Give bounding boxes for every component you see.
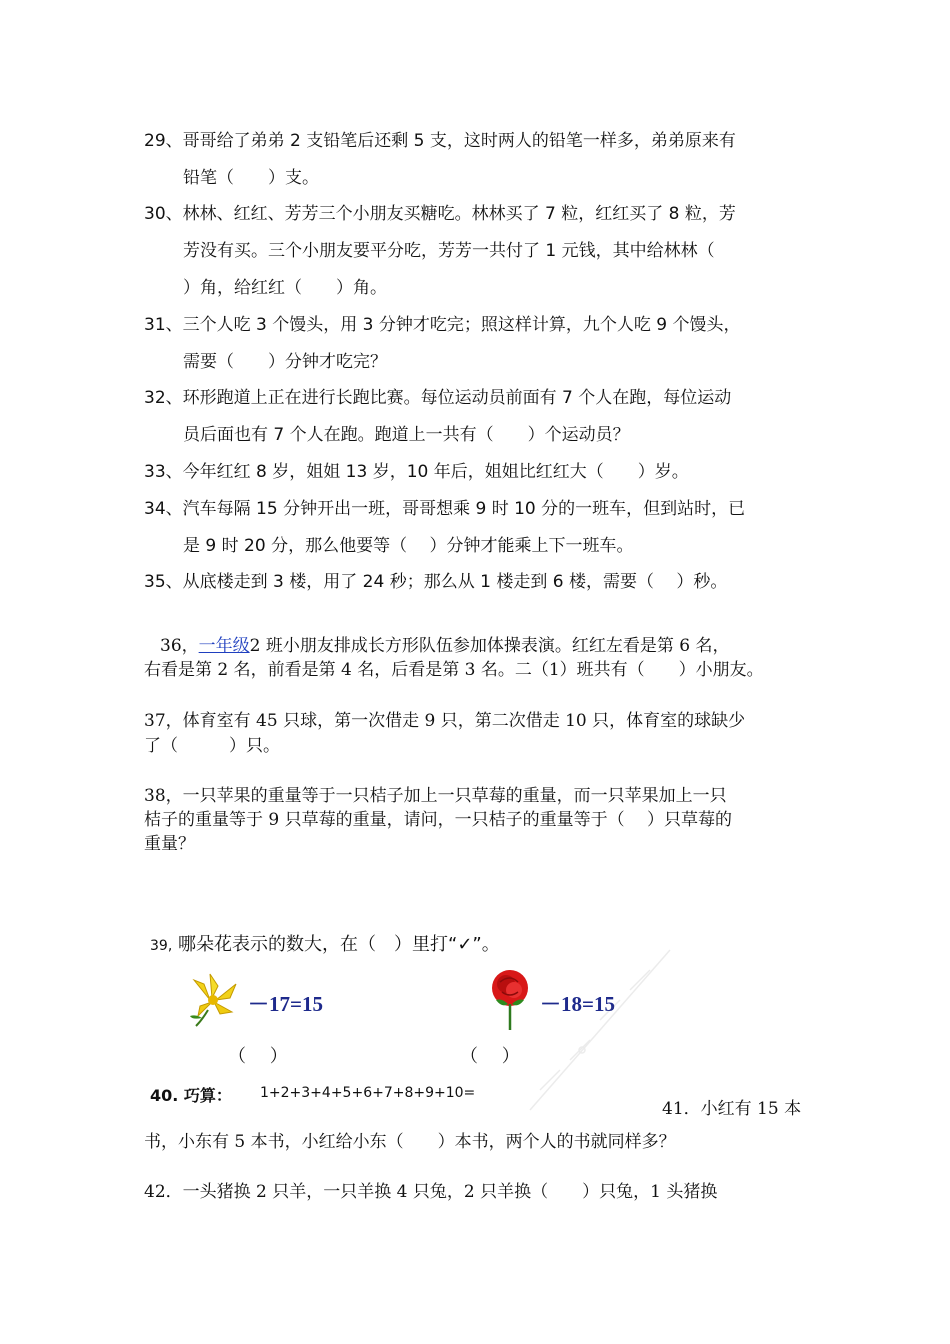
q30-line1: 30、林林、红红、芳芳三个小朋友买糖吃。林林买了 7 粒，红红买了 8 粒，芳 <box>144 204 736 224</box>
q40-label: 40. 巧算： <box>150 1086 232 1105</box>
q38-line1: 38，一只苹果的重量等于一只桔子加上一只草莓的重量，而一只苹果加上一只 <box>144 786 727 806</box>
q39-number: 39, <box>150 938 173 954</box>
q40-expression: 1+2+3+4+5+6+7+8+9+10= <box>260 1085 476 1101</box>
rose-answer-box[interactable]: （ ） <box>460 1046 520 1067</box>
q35-line1: 35、从底楼走到 3 楼，用了 24 秒；那么从 1 楼走到 6 楼，需要（ ）秒。 <box>144 572 728 592</box>
q32-line2: 员后面也有 7 个人在跑。跑道上一共有（ ）个运动员？ <box>183 425 630 445</box>
q38-line2: 桔子的重量等于 9 只草莓的重量，请问，一只桔子的重量等于（ ）只草莓的 <box>144 810 733 830</box>
q36-text: 2 班小朋友排成长方形队伍参加体操表演。红红左看是第 6 名， <box>249 636 730 656</box>
q37-line2: 了（ ）只。 <box>144 736 280 756</box>
q36-number: 36， <box>160 636 199 656</box>
q39-header <box>150 930 500 956</box>
q37-line1: 37，体育室有 45 只球，第一次借走 9 只，第二次借走 10 只，体育室的球缺少 <box>144 711 746 731</box>
q33-line1: 33、今年红红 8 岁，姐姐 13 岁，10 年后，姐姐比红红大（ ）岁。 <box>144 462 689 482</box>
q29-line1: 29、哥哥给了弟弟 2 支铅笔后还剩 5 支，这时两人的铅笔一样多，弟弟原来有 <box>144 131 736 151</box>
q38-line3: 重量？ <box>144 834 195 854</box>
q31-line2: 需要（ ）分钟才吃完？ <box>183 352 387 372</box>
watermark-icon <box>520 930 680 1120</box>
q30-line3: ）角，给红红（ ）角。 <box>183 278 387 298</box>
q36-line2: 右看是第 2 名，前看是第 4 名，后看是第 3 名。二（1）班共有（ ）小朋友。 <box>144 660 764 680</box>
q42-line1: 42．一头猪换 2 只羊，一只羊换 4 只兔，2 只羊换（ ）只兔，1 头猪换 <box>144 1182 718 1202</box>
lily-flower-icon <box>188 970 244 1030</box>
q41-line2: 书，小东有 5 本书，小红给小东（ ）本书，两个人的书就同样多？ <box>144 1132 676 1152</box>
q36-line1 <box>160 631 729 656</box>
q32-line1: 32、环形跑道上正在进行长跑比赛。每位运动员前面有 7 个人在跑，每位运动 <box>144 388 732 408</box>
q39-text: 哪朵花表示的数大，在（ ）里打“✓”。 <box>178 934 500 955</box>
q29-line2: 铅笔（ ）支。 <box>183 168 319 188</box>
rose-equation: －18=15 <box>540 992 615 1016</box>
lily-answer-box[interactable]: （ ） <box>228 1046 288 1067</box>
q31-line1: 31、三个人吃 3 个馒头，用 3 分钟才吃完；照这样计算，九个人吃 9 个馒头， <box>144 315 741 335</box>
q41-line1: 41．小红有 15 本 <box>662 1099 802 1119</box>
q30-line2: 芳没有买。三个小朋友要平分吃，芳芳一共付了 1 元钱，其中给林林（ <box>183 241 715 261</box>
lily-equation: －17=15 <box>248 992 323 1016</box>
q34-line2: 是 9 时 20 分，那么他要等（ ）分钟才能乘上下一班车。 <box>183 536 634 556</box>
grade-one-link[interactable]: 一年级 <box>198 636 250 656</box>
q34-line1: 34、汽车每隔 15 分钟开出一班，哥哥想乘 9 时 10 分的一班车，但到站时，已 <box>144 499 746 519</box>
